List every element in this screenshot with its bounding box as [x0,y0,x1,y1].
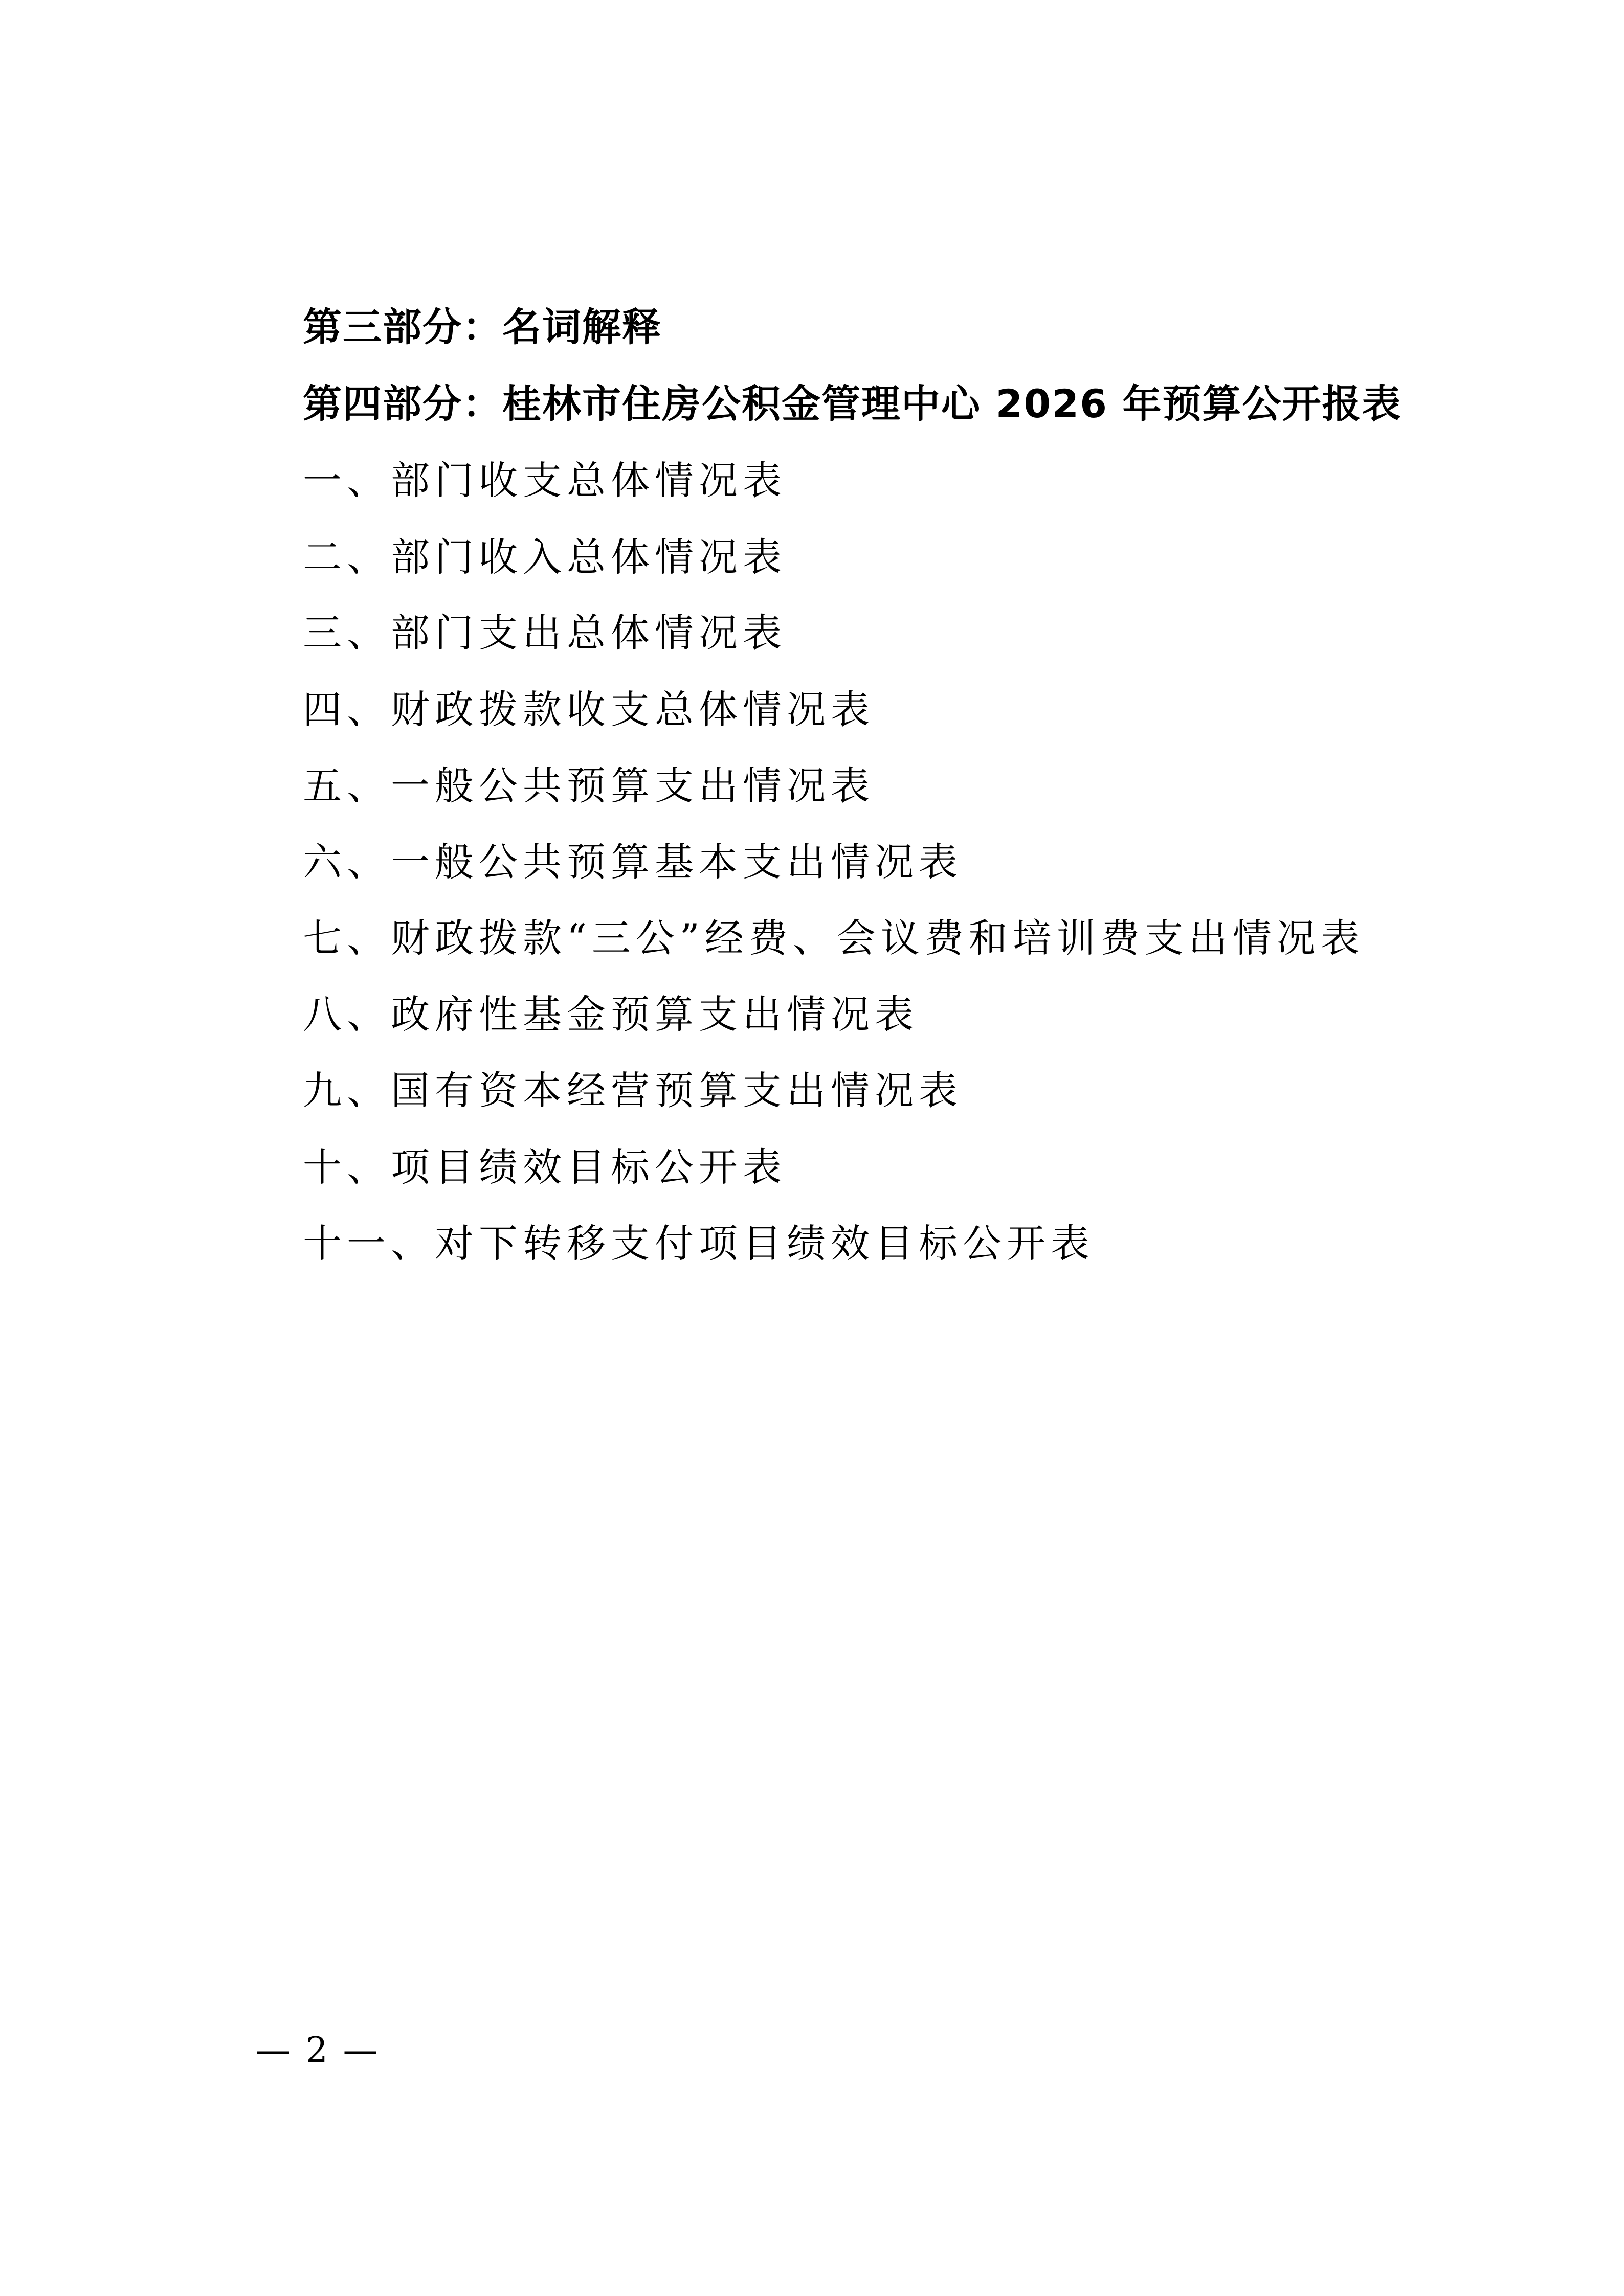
toc-item: 三、部门支出总体情况表 [303,610,787,656]
heading-part-four: 第四部分：桂林市住房公积金管理中心 2026 年预算公开报表 [303,381,1402,426]
toc-item: 十、项目绩效目标公开表 [303,1144,787,1190]
toc-item: 七、财政拨款“三公”经费、会议费和培训费支出情况表 [303,915,1365,961]
toc-item: 十一、对下转移支付项目绩效目标公开表 [303,1221,1095,1266]
toc-item: 六、一般公共预算基本支出情况表 [303,839,963,885]
page-number: — 2 — [256,2030,380,2070]
heading-part-three: 第三部分：名词解释 [303,304,662,350]
toc-item: 八、政府性基金预算支出情况表 [303,992,919,1037]
toc-item: 一、部门收支总体情况表 [303,458,787,503]
toc-item: 九、国有资本经营预算支出情况表 [303,1068,963,1113]
toc-item: 二、部门收入总体情况表 [303,534,787,580]
toc-item: 五、一般公共预算支出情况表 [303,763,875,808]
toc-item: 四、财政拨款收支总体情况表 [303,687,875,732]
